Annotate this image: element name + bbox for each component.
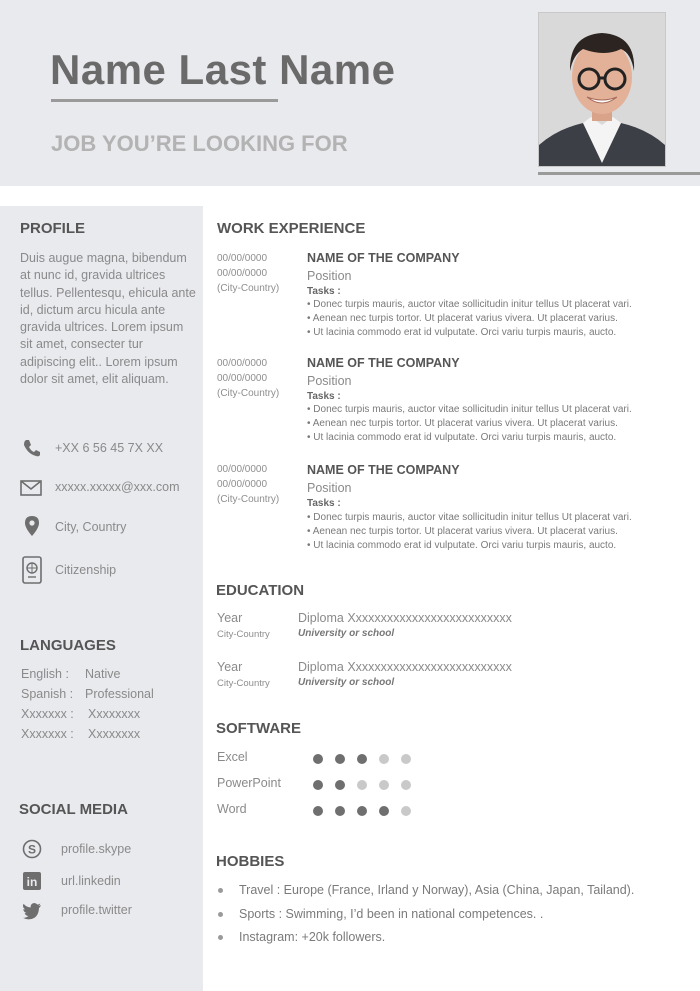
language-level: Xxxxxxxx [88, 707, 141, 721]
twitter-icon [22, 902, 42, 920]
language-name: English : [21, 667, 69, 681]
linkedin-icon [22, 871, 42, 891]
software-name: Excel [217, 750, 248, 764]
contact-phone: +XX 6 56 45 7X XX [55, 441, 164, 455]
portrait-illustration [539, 13, 665, 166]
contact-location: City, Country [55, 520, 127, 534]
contact-citizenship: Citizenship [55, 563, 117, 577]
task-bullet: • Aenean nec turpis tortor. Ut placerat varius vivera. Ut placerat varius. [307, 418, 618, 429]
task-bullet: • Ut lacinia commodo erat id vulputate. Orci variu turpis mauris, aucto. [307, 540, 617, 551]
full-name: Name Last Name [50, 46, 396, 93]
work-experience-heading: WORK EXPERIENCE [217, 220, 366, 237]
profile-heading: PROFILE [20, 220, 86, 237]
svg-text:S: S [27, 842, 37, 857]
rating-dot-filled [357, 754, 367, 764]
education-year: Year [217, 660, 243, 674]
social-twitter-link[interactable]: profile.twitter [61, 903, 132, 917]
contact-email: xxxxx.xxxxx@xxx.com [55, 480, 180, 494]
task-bullet: • Donec turpis mauris, auctor vitae sollicitudin initur tellus Ut placerat vari. [307, 512, 632, 523]
company-name: NAME OF THE COMPANY [307, 356, 460, 370]
rating-dot-filled [357, 806, 367, 816]
location-pin-icon [21, 515, 43, 537]
rating-dot-filled [379, 806, 389, 816]
hobby-item: Sports : Swimming, I’d been in national competences. . [239, 907, 544, 921]
social-linkedin-link[interactable]: url.linkedin [61, 874, 121, 888]
work-start-date: 00/00/0000 [217, 253, 268, 264]
education-school: University or school [298, 628, 395, 639]
work-end-date: 00/00/0000 [217, 268, 268, 279]
task-bullet: • Ut lacinia commodo erat id vulputate. Orci variu turpis mauris, aucto. [307, 432, 617, 443]
rating-dot-filled [313, 780, 323, 790]
education-city: City-Country [217, 629, 270, 640]
rating-dot-filled [335, 806, 345, 816]
passport-icon [20, 555, 44, 585]
education-year: Year [217, 611, 243, 625]
profile-text: Duis augue magna, bibendum at nunc id, gravida ultrices tellus. Pellentesqu, ehicula ante id, dictum arcu hicula ante gravida ultrices. Lorem ipsum sit amet, consecter tur adipiscing elit.. Lorem ipsum dolor sit amet, elit aliquam. [20, 251, 196, 387]
task-bullet: • Aenean nec turpis tortor. Ut placerat varius vivera. Ut placerat varius. [307, 526, 618, 537]
work-start-date: 00/00/0000 [217, 358, 268, 369]
rating-dot-empty [401, 780, 411, 790]
social-skype-link[interactable]: profile.skype [61, 842, 132, 856]
photo-underline [538, 172, 700, 175]
rating-dot-empty [379, 780, 389, 790]
social-media-heading: SOCIAL MEDIA [19, 801, 128, 818]
task-bullet: • Ut lacinia commodo erat id vulputate. Orci variu turpis mauris, aucto. [307, 327, 617, 338]
education-city: City-Country [217, 678, 270, 689]
tasks-label: Tasks : [307, 391, 341, 402]
job-title: JOB YOU’RE LOOKING FOR [51, 131, 348, 156]
skype-icon [22, 839, 42, 859]
task-bullet: • Donec turpis mauris, auctor vitae sollicitudin initur tellus Ut placerat vari. [307, 299, 632, 310]
languages-heading: LANGUAGES [20, 637, 116, 654]
name-underline [51, 99, 278, 102]
envelope-icon [20, 477, 42, 499]
software-rating [313, 806, 423, 818]
rating-dot-filled [335, 754, 345, 764]
work-location: (City-Country) [217, 388, 280, 399]
bullet-dot [218, 888, 223, 893]
language-level: Professional [85, 687, 154, 701]
bullet-dot [218, 912, 223, 917]
language-name: Spanish : [21, 687, 74, 701]
education-heading: EDUCATION [216, 582, 305, 599]
hobby-item: Travel : Europe (France, Irland y Norway), Asia (China, Japan, Tailand). [239, 883, 635, 897]
software-rating [313, 754, 423, 766]
language-name: Xxxxxxx : [21, 707, 74, 721]
education-diploma: Diploma Xxxxxxxxxxxxxxxxxxxxxxxxxx [298, 660, 512, 674]
tasks-label: Tasks : [307, 286, 341, 297]
work-end-date: 00/00/0000 [217, 373, 268, 384]
education-school: University or school [298, 677, 395, 688]
tasks-label: Tasks : [307, 498, 341, 509]
rating-dot-filled [313, 806, 323, 816]
profile-photo [538, 12, 666, 167]
job-position: Position [307, 374, 352, 388]
rating-dot-filled [313, 754, 323, 764]
company-name: NAME OF THE COMPANY [307, 251, 460, 265]
rating-dot-empty [401, 754, 411, 764]
company-name: NAME OF THE COMPANY [307, 463, 460, 477]
software-name: Word [217, 802, 247, 816]
task-bullet: • Aenean nec turpis tortor. Ut placerat varius vivera. Ut placerat varius. [307, 313, 618, 324]
work-end-date: 00/00/0000 [217, 479, 268, 490]
rating-dot-empty [379, 754, 389, 764]
hobbies-heading: HOBBIES [216, 853, 285, 870]
education-diploma: Diploma Xxxxxxxxxxxxxxxxxxxxxxxxxx [298, 611, 512, 625]
language-level: Xxxxxxxx [88, 727, 141, 741]
bullet-dot [218, 935, 223, 940]
job-position: Position [307, 481, 352, 495]
svg-text:in: in [26, 875, 38, 889]
rating-dot-empty [401, 806, 411, 816]
rating-dot-filled [335, 780, 345, 790]
phone-icon [21, 437, 43, 459]
work-location: (City-Country) [217, 283, 280, 294]
work-location: (City-Country) [217, 494, 280, 505]
language-level: Native [85, 667, 121, 681]
language-name: Xxxxxxx : [21, 727, 74, 741]
hobby-item: Instagram: +20k followers. [239, 930, 386, 944]
work-start-date: 00/00/0000 [217, 464, 268, 475]
software-name: PowerPoint [217, 776, 281, 790]
software-heading: SOFTWARE [216, 720, 301, 737]
software-rating [313, 780, 423, 792]
rating-dot-empty [357, 780, 367, 790]
job-position: Position [307, 269, 352, 283]
task-bullet: • Donec turpis mauris, auctor vitae sollicitudin initur tellus Ut placerat vari. [307, 404, 632, 415]
